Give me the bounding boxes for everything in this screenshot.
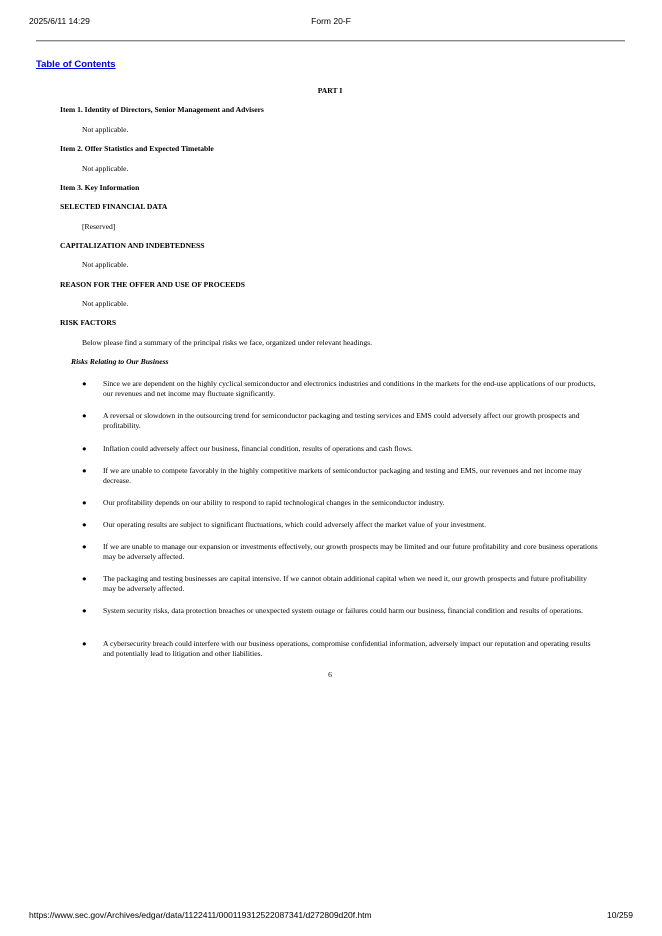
reason-title: REASON FOR THE OFFER AND USE OF PROCEEDS bbox=[60, 280, 246, 289]
bullet-text: Our profitability depends on our ability to respond to rapid technological changes in the semiconductor industry. bbox=[103, 498, 445, 507]
print-page-count: 10/259 bbox=[607, 910, 633, 920]
selected-financial-text: [Reserved] bbox=[82, 222, 116, 231]
page-number: 6 bbox=[328, 670, 332, 679]
bullet-text: A cybersecurity breach could interfere with our business operations, compromise confidential information, adversely impact our reputation and operating results and potentially lead to litigation and other liabilities. bbox=[103, 639, 591, 658]
bullet-text: System security risks, data protection breaches or unexpected system outage or failures could harm our business, financial condition and results of operations. bbox=[103, 606, 583, 615]
bullet-dot: ● bbox=[82, 542, 87, 551]
bullet-text: A reversal or slowdown in the outsourcing trend for semiconductor packaging and testing services and EMS could adversely affect our growth prospects and profitability. bbox=[103, 411, 580, 430]
bullet-text: Inflation could adversely affect our business, financial condition, results of operations and cash flows. bbox=[103, 444, 413, 453]
item3-title: Item 3. Key Information bbox=[60, 183, 140, 192]
part-heading: PART I bbox=[317, 86, 343, 95]
bullet-text: Since we are dependent on the highly cyclical semiconductor and electronics industries and conditions in the markets for the end-use applications of our products, our revenues and net income may fluctuate significantly. bbox=[103, 379, 596, 398]
item2-text: Not applicable. bbox=[82, 164, 129, 173]
print-datetime: 2025/6/11 14:29 bbox=[29, 16, 90, 26]
bullet-dot: ● bbox=[82, 411, 87, 420]
risk-factors-intro: Below please find a summary of the principal risks we face, organized under relevant headings. bbox=[82, 338, 373, 347]
risk-factors-title: RISK FACTORS bbox=[60, 318, 117, 327]
capitalization-title: CAPITALIZATION AND INDEBTEDNESS bbox=[60, 241, 205, 250]
capitalization-text: Not applicable. bbox=[82, 260, 129, 269]
bullet-text: The packaging and testing businesses are capital intensive. If we cannot obtain additional capital when we need it, our growth prospects and future profitability may be adversely affected. bbox=[103, 574, 587, 593]
risk-subheading: Risks Relating to Our Business bbox=[71, 357, 169, 366]
bullet-dot: ● bbox=[82, 444, 87, 453]
bullet-dot: ● bbox=[82, 379, 87, 388]
item2-title: Item 2. Offer Statistics and Expected Timetable bbox=[60, 144, 214, 153]
bullet-dot: ● bbox=[82, 606, 87, 615]
selected-financial-title: SELECTED FINANCIAL DATA bbox=[60, 202, 168, 211]
bullet-dot: ● bbox=[82, 466, 87, 475]
header-divider bbox=[36, 40, 625, 42]
bullet-dot: ● bbox=[82, 498, 87, 507]
bullet-dot: ● bbox=[82, 574, 87, 583]
item1-title: Item 1. Identity of Directors, Senior Management and Advisers bbox=[60, 105, 264, 114]
item1-text: Not applicable. bbox=[82, 125, 129, 134]
bullet-dot: ● bbox=[82, 639, 87, 648]
bullet-text: If we are unable to compete favorably in the highly competitive markets of semiconductor packaging and testing and EMS, our revenues and net income may decrease. bbox=[103, 466, 582, 485]
bullet-text: Our operating results are subject to significant fluctuations, which could adversely affect the market value of your investment. bbox=[103, 520, 487, 529]
bullet-text: If we are unable to manage our expansion or investments effectively, our growth prospects may be limited and our future profitability and core business operations may be adversely affected. bbox=[103, 542, 598, 561]
print-doc-title: Form 20-F bbox=[311, 16, 351, 26]
table-of-contents-link[interactable]: Table of Contents bbox=[36, 59, 116, 70]
print-url: https://www.sec.gov/Archives/edgar/data/1122411/000119312522087341/d272809d20f.htm bbox=[29, 910, 372, 920]
reason-text: Not applicable. bbox=[82, 299, 129, 308]
bullet-dot: ● bbox=[82, 520, 87, 529]
